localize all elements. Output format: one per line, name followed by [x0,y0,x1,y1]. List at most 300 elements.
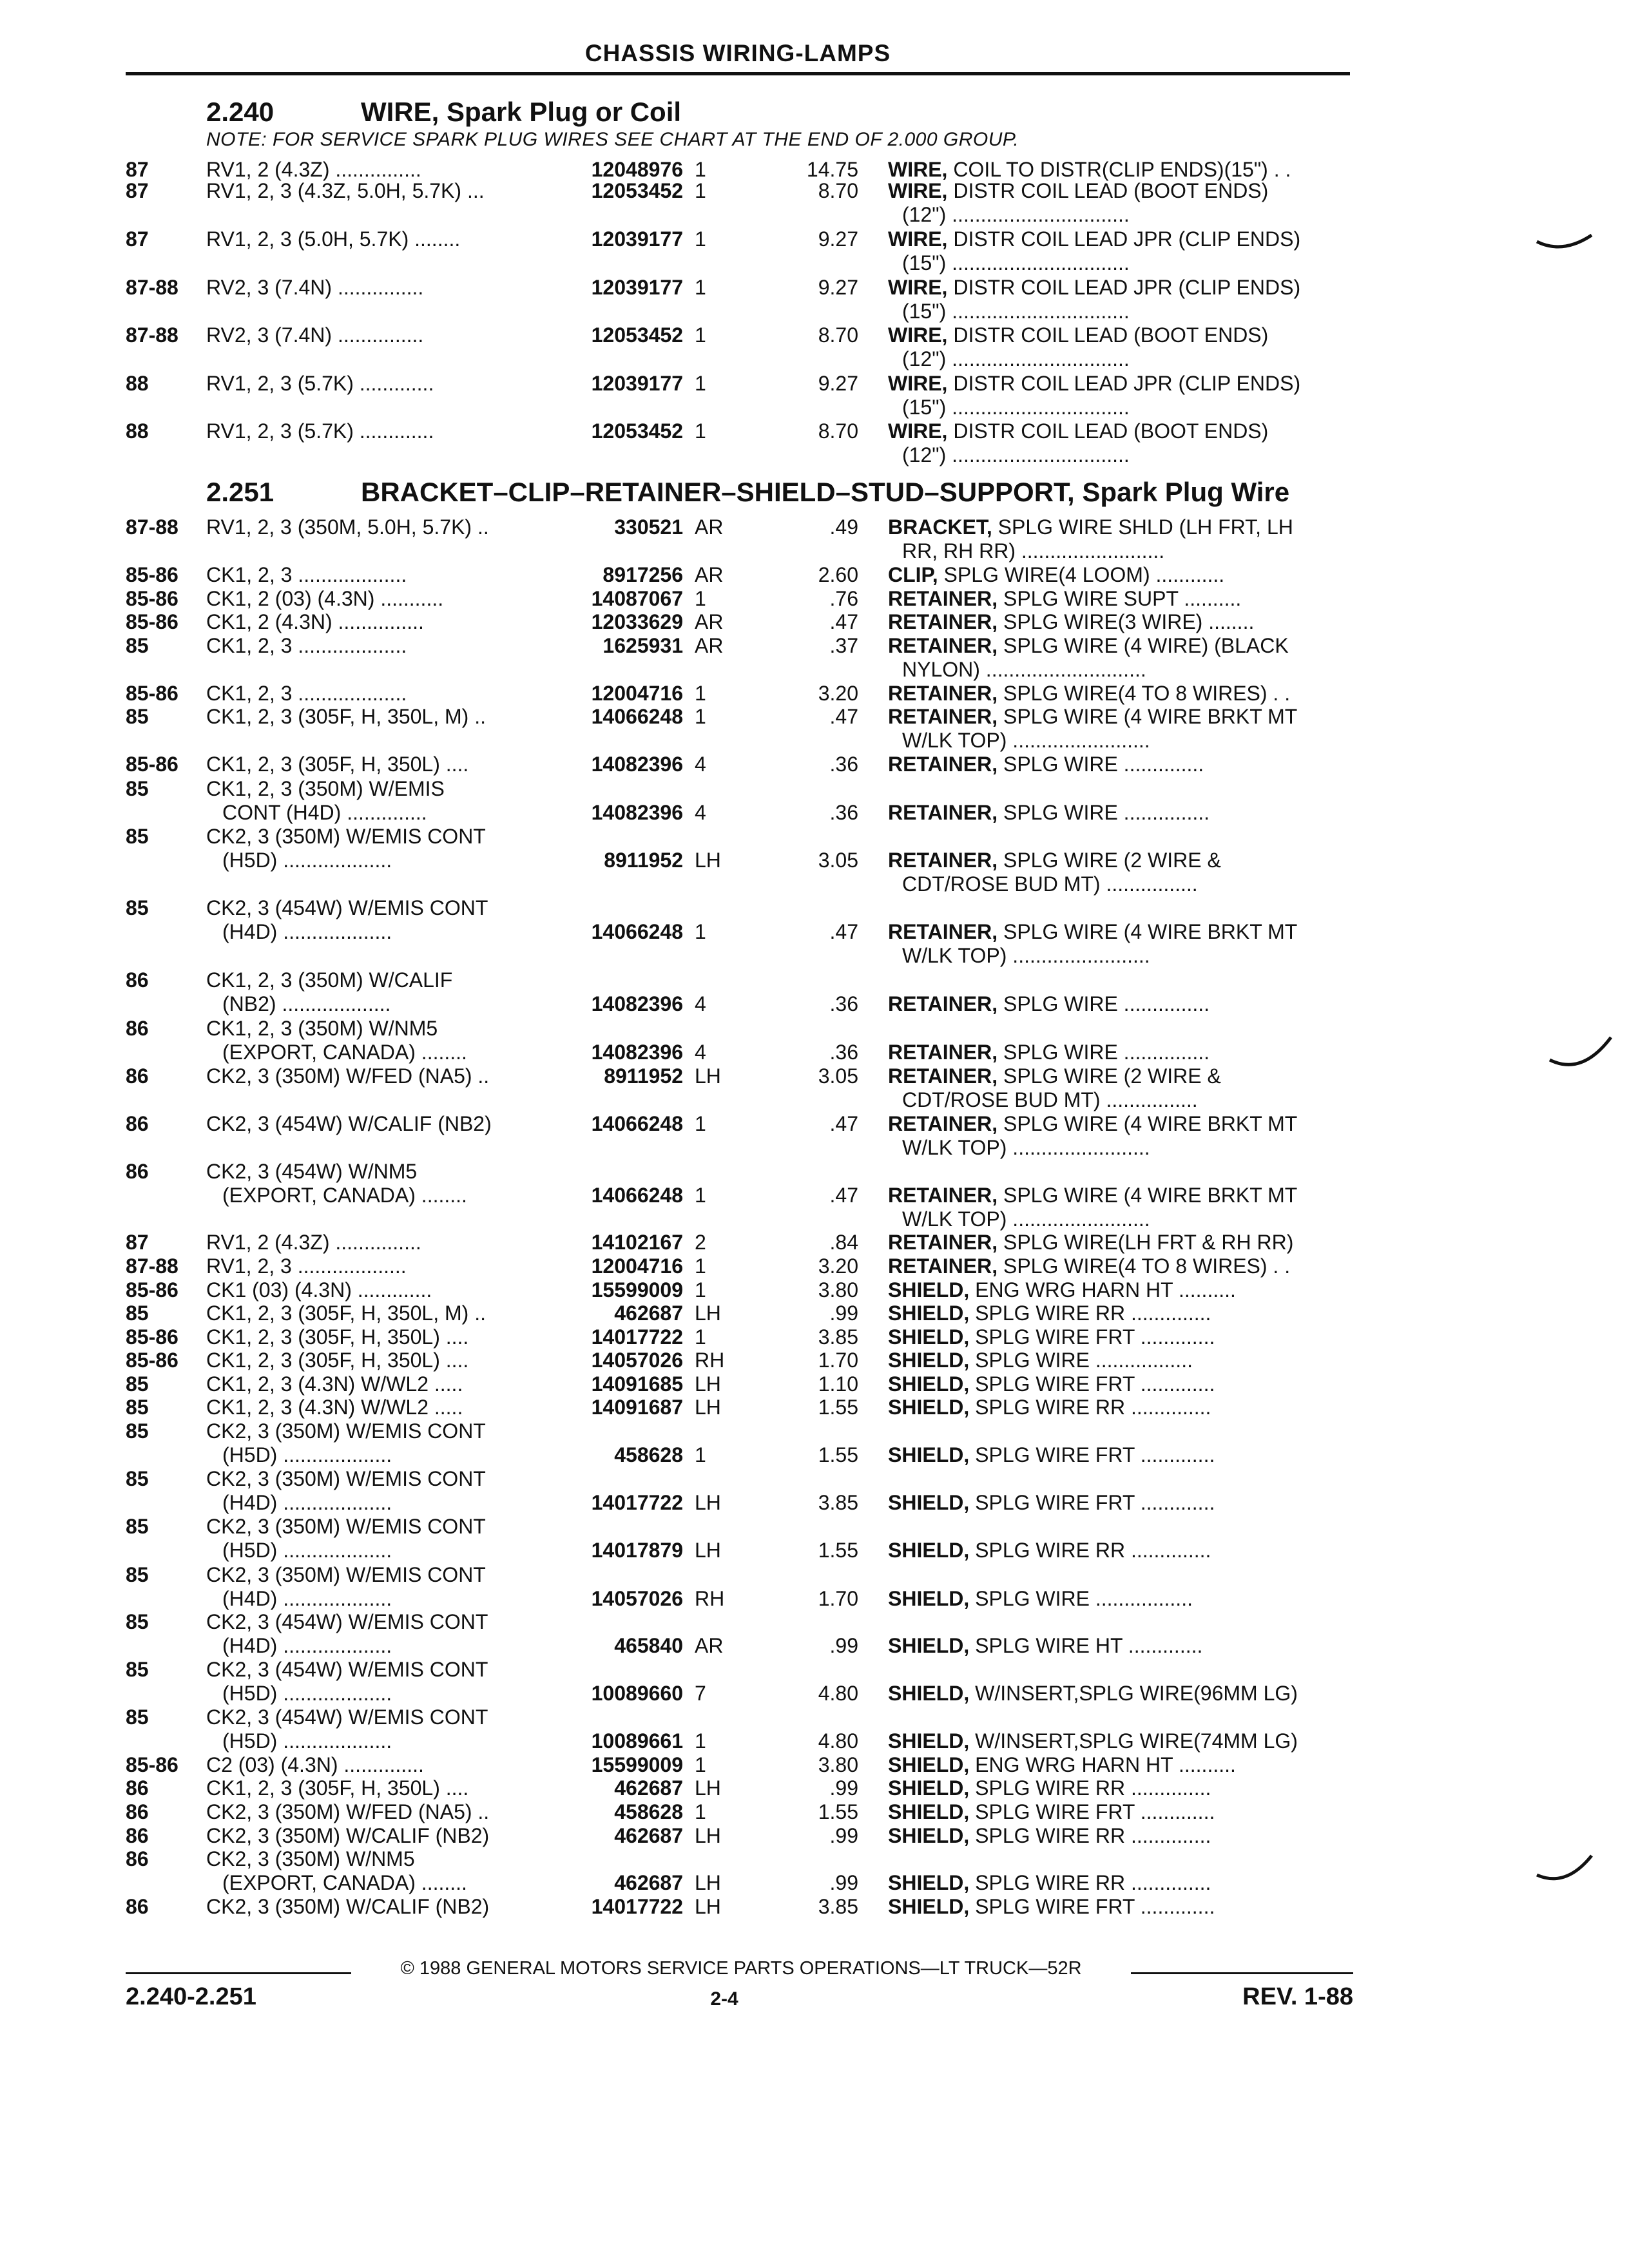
model-application: RV2, 3 (7.4N) ............... [206,276,424,299]
part-row [0,1776,1629,1802]
part-row [0,1706,1629,1753]
part-name: SHIELD, [888,1349,970,1372]
quantity: AR [695,515,724,539]
part-detail: ENG WRG HARN HT .......... [975,1753,1236,1776]
part-description [888,705,1297,729]
model-application: RV1, 2, 3 (5.7K) ............. [206,419,434,443]
part-row [0,1895,1629,1921]
part-detail: SPLG WIRE FRT ............. [975,1491,1215,1514]
footer-rule-right [1131,1972,1353,1974]
part-description-cont: RR, RH RR) ......................... [902,539,1165,562]
part-detail: W/INSERT,SPLG WIRE(74MM LG) [975,1729,1298,1753]
model-application-cont: (H5D) ................... [222,1729,392,1753]
part-detail: SPLG WIRE FRT ............. [975,1800,1215,1823]
model-application: RV1, 2, 3 (350M, 5.0H, 5.7K) .. [206,515,489,539]
price: 1.55 [818,1443,858,1466]
quantity: 1 [695,227,706,251]
quantity: LH [695,1776,721,1800]
price: .99 [829,1824,858,1847]
model-year: 85 [126,1396,149,1419]
model-application: CK2, 3 (350M) W/EMIS CONT [206,1467,486,1490]
part-description [888,1184,1297,1207]
model-application: CK1, 2, 3 (305F, H, 350L) .... [206,1776,469,1800]
model-application: CK2, 3 (350M) W/CALIF (NB2) [206,1824,490,1847]
quantity: RH [695,1587,725,1610]
price: 3.20 [818,1254,858,1278]
part-description [888,1396,1211,1419]
part-number: 8911952 [604,1064,683,1088]
price: .99 [829,1776,858,1800]
part-row [0,1847,1629,1894]
model-application-cont: (H5D) ................... [222,849,392,872]
footer-rule-left [126,1972,351,1974]
price: .47 [829,920,858,943]
part-row [0,1515,1629,1562]
part-name: BRACKET, [888,515,992,539]
model-application: CK2, 3 (454W) W/EMIS CONT [206,1706,488,1729]
part-name: SHIELD, [888,1587,970,1610]
part-row [0,634,1629,681]
model-year: 87-88 [126,276,178,299]
model-year: 87-88 [126,323,178,347]
part-number: 462687 [614,1302,683,1325]
model-application: CK1, 2 (03) (4.3N) ........... [206,587,444,610]
part-number: 14102167 [591,1231,683,1254]
part-number: 14066248 [591,705,683,728]
part-description [888,920,1297,944]
part-description [888,1254,1290,1278]
part-number: 14017722 [591,1491,683,1514]
part-name: RETAINER, [888,1041,998,1064]
part-description [888,372,1300,396]
model-year: 85 [126,1563,149,1586]
part-number: 330521 [614,515,683,539]
part-detail: ENG WRG HARN HT .......... [975,1278,1236,1302]
part-row [0,372,1629,419]
model-year: 85 [126,1515,149,1538]
part-detail: DISTR COIL LEAD JPR (CLIP ENDS) [953,227,1301,251]
part-detail: SPLG WIRE ................. [975,1349,1193,1372]
model-application-cont: (H4D) ................... [222,1587,392,1610]
part-row [0,1278,1629,1304]
quantity: 7 [695,1682,706,1705]
model-year: 86 [126,1824,149,1847]
part-number: 14017879 [591,1539,683,1562]
part-name: SHIELD, [888,1895,970,1918]
part-description [888,158,1291,182]
model-application: RV2, 3 (7.4N) ............... [206,323,424,347]
part-description [888,1729,1298,1753]
part-detail: SPLG WIRE FRT ............. [975,1372,1215,1396]
model-application: RV1, 2 (4.3Z) ............... [206,158,421,181]
model-application: CK2, 3 (350M) W/EMIS CONT [206,1419,486,1443]
part-detail: SPLG WIRE(LH FRT & RH RR) [1003,1231,1294,1254]
model-year: 85-86 [126,1278,178,1302]
part-detail: SPLG WIRE ............... [1003,992,1210,1015]
quantity: 1 [695,1325,706,1349]
model-application: RV1, 2, 3 ................... [206,1254,407,1278]
quantity: 1 [695,372,706,395]
model-year: 87 [126,158,149,181]
model-application-cont: (H4D) ................... [222,920,392,943]
price: 3.20 [818,682,858,705]
part-row [0,1419,1629,1466]
model-application: CK2, 3 (454W) W/EMIS CONT [206,1658,488,1681]
part-number: 8911952 [604,849,683,872]
part-detail: SPLG WIRE (4 WIRE BRKT MT [1003,1112,1298,1135]
part-description-cont: (12") ............................... [902,203,1130,226]
price: 3.85 [818,1491,858,1514]
part-name: SHIELD, [888,1753,970,1776]
model-year: 85-86 [126,1753,178,1776]
quantity: 1 [695,1184,706,1207]
pen-mark [1547,1031,1617,1076]
model-year: 88 [126,419,149,443]
model-year: 86 [126,1112,149,1135]
part-description [888,1041,1210,1064]
model-application: CK1, 2, 3 (305F, H, 350L) .... [206,1325,469,1349]
part-detail: SPLG WIRE (2 WIRE & [1003,1064,1221,1088]
model-year: 85 [126,1706,149,1729]
model-year: 85 [126,1419,149,1443]
model-application: RV1, 2, 3 (5.7K) ............. [206,372,434,395]
part-name: SHIELD, [888,1800,970,1823]
model-application-cont: (EXPORT, CANADA) ........ [222,1871,467,1894]
part-description [888,1871,1211,1895]
section-range: 2.240-2.251 [126,1983,256,2010]
quantity: 1 [695,1443,706,1466]
price: 3.85 [818,1895,858,1918]
quantity: 1 [695,1278,706,1302]
price: 1.10 [818,1372,858,1396]
part-row [0,563,1629,589]
part-row [0,1467,1629,1514]
part-detail: SPLG WIRE RR .............. [975,1776,1211,1800]
part-row [0,968,1629,1015]
part-row [0,587,1629,613]
part-description [888,1587,1193,1611]
price: .76 [829,587,858,610]
quantity: 1 [695,158,706,181]
model-application-cont: (H5D) ................... [222,1443,392,1466]
model-year: 85-86 [126,610,178,633]
price: 8.70 [818,179,858,202]
part-number: 458628 [614,1443,683,1466]
part-row [0,1372,1629,1398]
price: 14.75 [806,158,858,181]
model-year: 87-88 [126,515,178,539]
price: 8.70 [818,323,858,347]
part-description [888,1372,1215,1396]
model-application: CK1, 2, 3 (305F, H, 350L) .... [206,753,469,776]
model-application: C2 (03) (4.3N) .............. [206,1753,424,1776]
part-description [888,634,1289,658]
part-row [0,682,1629,707]
part-row [0,1064,1629,1111]
part-name: SHIELD, [888,1682,970,1705]
part-name: WIRE, [888,158,948,181]
header-rule [126,72,1350,75]
part-description [888,563,1224,587]
part-number: 465840 [614,1634,683,1657]
part-row [0,1017,1629,1064]
part-description [888,682,1290,706]
part-description-cont: CDT/ROSE BUD MT) ................ [902,872,1198,896]
part-description [888,1443,1215,1467]
model-application: CK1, 2 (4.3N) ............... [206,610,424,633]
part-detail: SPLG WIRE (4 WIRE BRKT MT [1003,705,1298,728]
quantity: RH [695,1349,725,1372]
part-detail: SPLG WIRE SHLD (LH FRT, LH [998,515,1293,539]
price: 1.55 [818,1800,858,1823]
part-description [888,587,1241,611]
part-detail: DISTR COIL LEAD JPR (CLIP ENDS) [953,276,1301,299]
section-heading-2240 [206,97,681,128]
price: .36 [829,1041,858,1064]
part-description [888,1539,1211,1562]
price: .47 [829,705,858,728]
part-name: RETAINER, [888,705,998,728]
price: 9.27 [818,372,858,395]
price: .49 [829,515,858,539]
model-year: 87 [126,1231,149,1254]
revision-label: REV. 1-88 [1242,1983,1353,2010]
part-name: RETAINER, [888,1184,998,1207]
part-row [0,825,1629,896]
part-description [888,992,1210,1016]
model-year: 85 [126,896,149,919]
model-application: CK2, 3 (454W) W/NM5 [206,1160,418,1183]
part-description-cont: W/LK TOP) ........................ [902,729,1150,752]
section-number: 2.251 [206,477,275,507]
part-description [888,1325,1215,1349]
part-description [888,1112,1297,1136]
part-name: SHIELD, [888,1278,970,1302]
part-number: 12004716 [591,682,683,705]
service-note: NOTE: FOR SERVICE SPARK PLUG WIRES SEE CHART AT THE END OF 2.000 GROUP. [206,129,1019,150]
part-name: SHIELD, [888,1539,970,1562]
part-description-cont: CDT/ROSE BUD MT) ................ [902,1088,1198,1111]
quantity: AR [695,1634,724,1657]
pen-mark [1534,1849,1598,1888]
part-detail: SPLG WIRE ............... [1003,1041,1210,1064]
part-description [888,1634,1202,1658]
quantity: AR [695,610,724,633]
part-description [888,227,1300,251]
model-application: CK2, 3 (350M) W/FED (NA5) .. [206,1064,490,1088]
price: .36 [829,801,858,824]
part-description [888,1824,1211,1848]
part-description-cont: W/LK TOP) ........................ [902,944,1150,967]
part-detail: SPLG WIRE(4 LOOM) ............ [943,563,1225,586]
model-year: 86 [126,1847,149,1870]
quantity: LH [695,1871,721,1894]
quantity: 2 [695,1231,706,1254]
part-description [888,1278,1236,1302]
part-name: WIRE, [888,179,948,202]
price: 3.85 [818,1325,858,1349]
model-year: 88 [126,372,149,395]
quantity: 1 [695,920,706,943]
model-year: 85 [126,634,149,657]
quantity: LH [695,1372,721,1396]
part-name: RETAINER, [888,587,998,610]
quantity: LH [695,1491,721,1514]
model-year: 86 [126,1895,149,1918]
price: 3.80 [818,1278,858,1302]
part-detail: SPLG WIRE(3 WIRE) ........ [1003,610,1255,633]
model-application: CK2, 3 (350M) W/EMIS CONT [206,825,486,848]
part-description [888,753,1204,776]
part-detail: SPLG WIRE HT ............. [975,1634,1203,1657]
part-number: 14017722 [591,1895,683,1918]
page-number: 2-4 [710,1988,738,2010]
copyright-notice: © 1988 GENERAL MOTORS SERVICE PARTS OPERATIONS—LT TRUCK—52R [400,1958,1082,1979]
model-year: 85 [126,777,149,800]
part-name: SHIELD, [888,1372,970,1396]
quantity: 1 [695,419,706,443]
part-name: SHIELD, [888,1871,970,1894]
part-name: RETAINER, [888,1064,998,1088]
model-application: CK1, 2, 3 (4.3N) W/WL2 ..... [206,1396,463,1419]
model-application: CK2, 3 (350M) W/NM5 [206,1847,415,1870]
part-name: WIRE, [888,419,948,443]
section-title: WIRE, Spark Plug or Coil [361,97,682,127]
model-application: CK1, 2, 3 (350M) W/EMIS [206,777,445,800]
part-number: 14082396 [591,753,683,776]
model-application: CK1, 2, 3 ................... [206,563,407,586]
part-number: 462687 [614,1871,683,1894]
quantity: 1 [695,179,706,202]
quantity: LH [695,1539,721,1562]
part-detail: SPLG WIRE RR .............. [975,1824,1211,1847]
part-row [0,1325,1629,1351]
part-row [0,610,1629,636]
part-row [0,1824,1629,1850]
model-application: CK2, 3 (350M) W/EMIS CONT [206,1563,486,1586]
part-row [0,1396,1629,1421]
model-application: CK1, 2, 3 ................... [206,634,407,657]
part-number: 12053452 [591,323,683,347]
part-number: 14066248 [591,1112,683,1135]
part-detail: SPLG WIRE RR .............. [975,1302,1211,1325]
price: .37 [829,634,858,657]
quantity: 1 [695,682,706,705]
model-year: 85 [126,1467,149,1490]
price: .36 [829,753,858,776]
part-name: RETAINER, [888,753,998,776]
part-row [0,705,1629,752]
part-description [888,1753,1236,1777]
part-number: 10089660 [591,1682,683,1705]
part-number: 14082396 [591,801,683,824]
part-row [0,1349,1629,1374]
part-description [888,323,1268,347]
model-year: 87 [126,227,149,251]
part-name: SHIELD, [888,1443,970,1466]
model-application: CK2, 3 (350M) W/FED (NA5) .. [206,1800,490,1823]
model-application: CK1, 2, 3 (305F, H, 350L, M) .. [206,1302,486,1325]
part-description-cont: (12") ............................... [902,347,1130,370]
part-number: 12048976 [591,158,683,181]
part-name: RETAINER, [888,992,998,1015]
part-number: 14017722 [591,1325,683,1349]
part-detail: DISTR COIL LEAD (BOOT ENDS) [953,419,1269,443]
part-detail: SPLG WIRE FRT ............. [975,1325,1215,1349]
model-year: 87 [126,179,149,202]
part-description [888,515,1293,539]
price: .99 [829,1302,858,1325]
price: 1.55 [818,1396,858,1419]
model-year: 85-86 [126,1325,178,1349]
part-detail: SPLG WIRE .............. [1003,753,1204,776]
part-row [0,1753,1629,1779]
model-year: 87-88 [126,1254,178,1278]
part-description [888,1800,1215,1824]
part-description-cont: (15") ............................... [902,300,1130,323]
model-application-cont: (EXPORT, CANADA) ........ [222,1184,467,1207]
model-year: 86 [126,1776,149,1800]
model-year: 85 [126,1610,149,1633]
part-description [888,1302,1211,1325]
part-row [0,1231,1629,1256]
part-row [0,1658,1629,1705]
part-name: RETAINER, [888,920,998,943]
part-name: WIRE, [888,276,948,299]
quantity: 1 [695,1112,706,1135]
part-name: SHIELD, [888,1634,970,1657]
model-year: 85-86 [126,753,178,776]
price: 1.70 [818,1587,858,1610]
quantity: 1 [695,1753,706,1776]
price: 4.80 [818,1682,858,1705]
part-description [888,1895,1215,1919]
price: 3.05 [818,849,858,872]
part-description [888,1231,1293,1254]
model-application-cont: CONT (H4D) .............. [222,801,427,824]
part-detail: SPLG WIRE ................. [975,1587,1193,1610]
quantity: AR [695,634,724,657]
quantity: 1 [695,587,706,610]
part-detail: SPLG WIRE (4 WIRE BRKT MT [1003,1184,1298,1207]
model-year: 86 [126,1800,149,1823]
model-year: 85 [126,825,149,848]
price: 3.05 [818,1064,858,1088]
part-number: 14057026 [591,1349,683,1372]
part-description [888,276,1300,300]
price: .36 [829,992,858,1015]
quantity: LH [695,849,721,872]
quantity: 4 [695,992,706,1015]
part-number: 14087067 [591,587,683,610]
part-description-cont: (15") ............................... [902,251,1130,274]
part-detail: W/INSERT,SPLG WIRE(96MM LG) [975,1682,1298,1705]
price: .99 [829,1871,858,1894]
model-application: CK2, 3 (454W) W/EMIS CONT [206,1610,488,1633]
part-row [0,276,1629,323]
model-application: CK1, 2, 3 (350M) W/NM5 [206,1017,438,1040]
quantity: LH [695,1824,721,1847]
part-detail: SPLG WIRE FRT ............. [975,1443,1215,1466]
quantity: 4 [695,1041,706,1064]
part-description [888,1776,1211,1800]
part-row [0,1563,1629,1610]
model-year: 86 [126,968,149,992]
part-name: RETAINER, [888,1112,998,1135]
quantity: AR [695,563,724,586]
part-description [888,179,1268,203]
model-application-cont: (NB2) ................... [222,992,391,1015]
